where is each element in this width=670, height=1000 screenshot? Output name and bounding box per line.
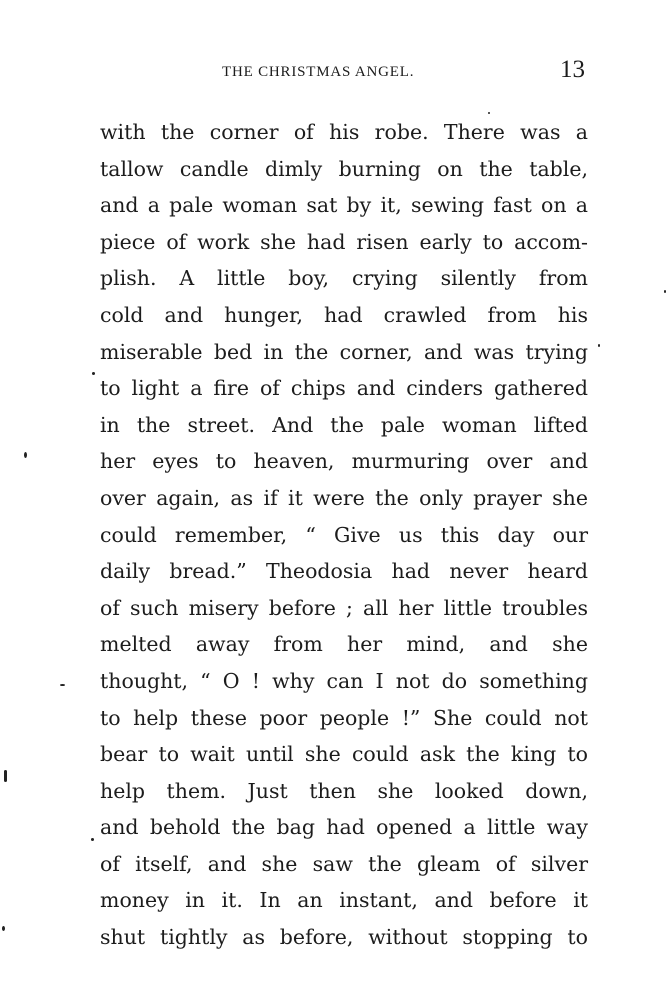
text-line: of such misery before ; all her little troubles	[100, 595, 588, 620]
print-speck	[92, 372, 95, 375]
text-line: cold and hunger, had crawled from his	[100, 302, 588, 327]
print-speck	[2, 926, 5, 931]
page-number: 13	[560, 56, 585, 83]
text-line: plish. A little boy, crying silently from	[100, 266, 588, 291]
text-line: tallow candle dimly burning on the table,	[100, 156, 588, 181]
text-line: her eyes to heaven, murmuring over and	[100, 449, 588, 474]
text-line: in the street. And the pale woman lifted	[100, 412, 588, 437]
text-line: money in it. In an instant, and before it	[100, 888, 588, 913]
text-line: miserable bed in the corner, and was trying	[100, 339, 588, 364]
running-title: THE CHRISTMAS ANGEL.	[222, 64, 415, 80]
text-line: to light a fire of chips and cinders gathered	[100, 376, 588, 401]
text-line: could remember, “ Give us this day our	[100, 522, 588, 547]
text-line: melted away from her mind, and she	[100, 632, 588, 657]
text-line: help them. Just then she looked down,	[100, 778, 588, 803]
print-speck	[24, 452, 27, 458]
text-line: shut tightly as before, without stopping to	[100, 925, 588, 950]
print-speck	[4, 770, 7, 782]
text-line: and behold the bag had opened a little way	[100, 815, 588, 840]
text-line: thought, “ O ! why can I not do something	[100, 668, 588, 693]
print-speck	[60, 684, 65, 686]
text-line: over again, as if it were the only prayer she	[100, 485, 588, 510]
print-speck	[598, 344, 600, 347]
body-text	[100, 114, 588, 956]
text-line: daily bread.” Theodosia had never heard	[100, 559, 588, 584]
text-line: to help these poor people !” She could not	[100, 705, 588, 730]
text-line: and a pale woman sat by it, sewing fast on a	[100, 193, 588, 218]
text-line: with the corner of his robe. There was a	[100, 120, 588, 144]
text-line: piece of work she had risen early to accom-	[100, 229, 588, 254]
text-line: bear to wait until she could ask the king to	[100, 742, 588, 767]
print-speck	[91, 838, 94, 841]
print-speck	[664, 290, 666, 293]
print-speck	[488, 112, 490, 114]
text-line: of itself, and she saw the gleam of silver	[100, 851, 588, 876]
